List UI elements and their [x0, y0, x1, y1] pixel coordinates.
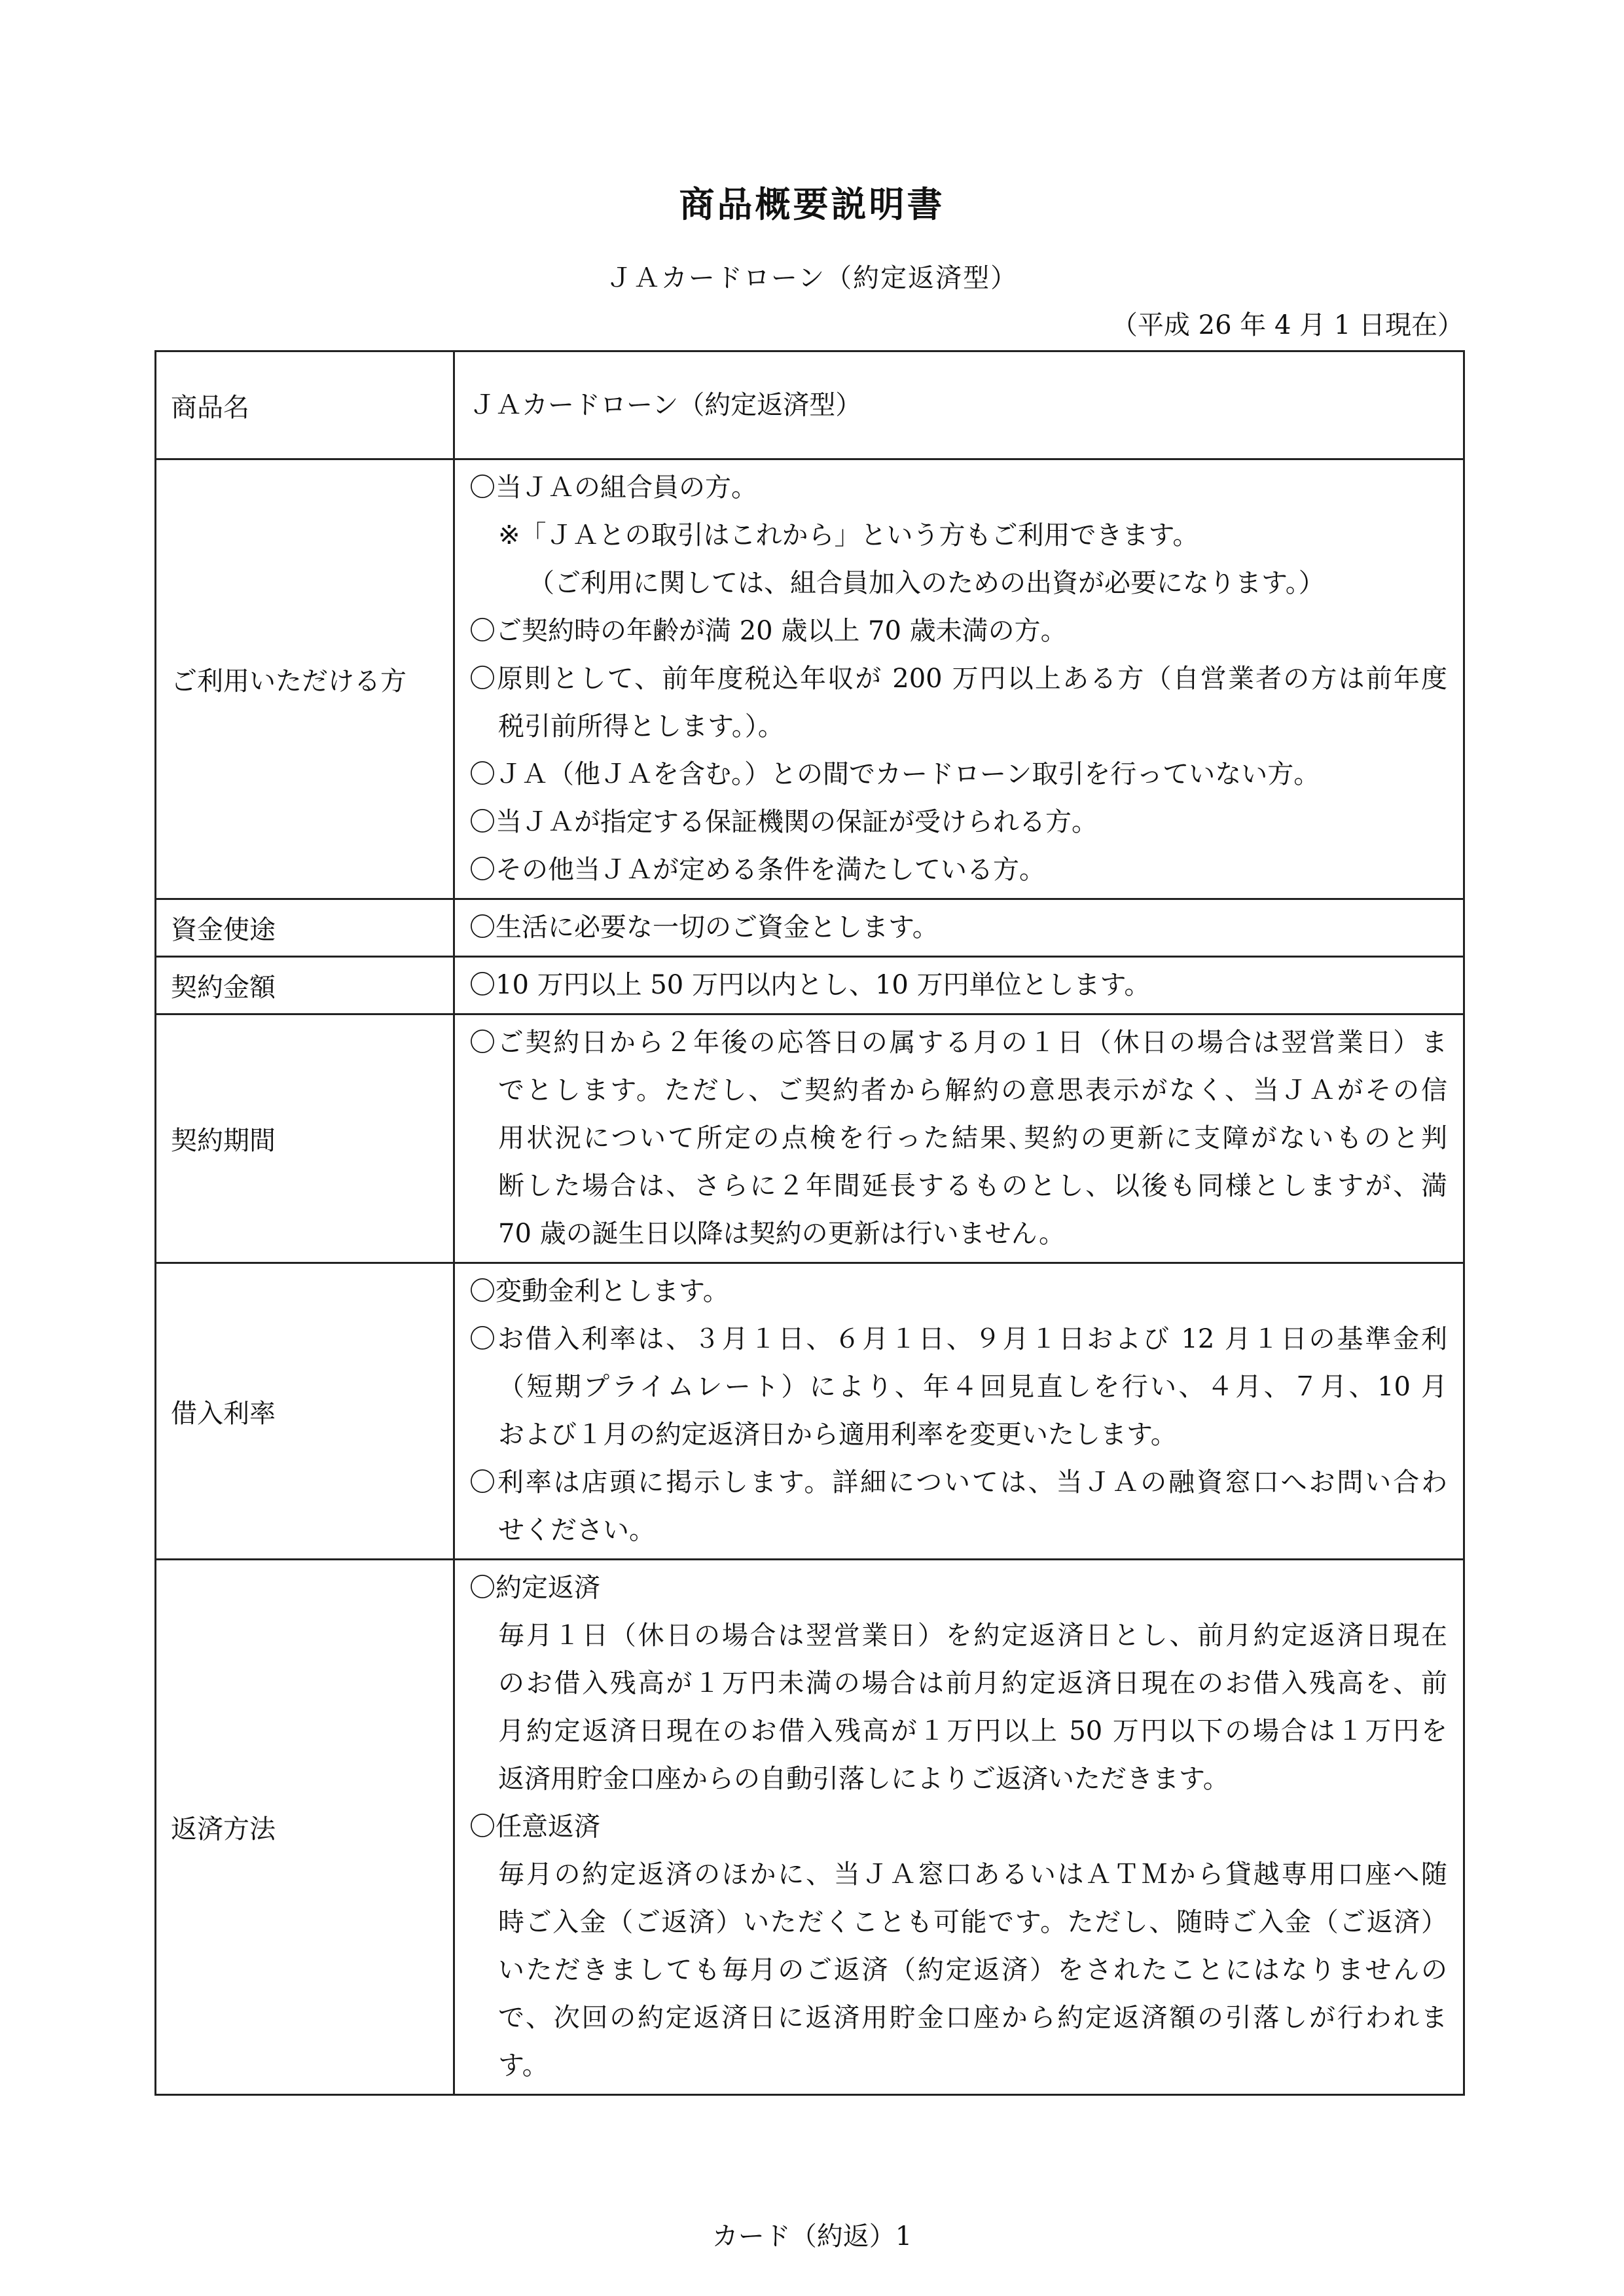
label-use-of-funds: 資金使途	[156, 899, 454, 957]
value-use-of-funds	[454, 899, 1464, 957]
document-subtitle: ＪＡカードローン（約定返済型）	[605, 263, 1019, 293]
eligibility-line: 税引前所得とします。）。	[498, 711, 784, 742]
label-contract-period: 契約期間	[156, 1014, 454, 1263]
row-contract-amount	[156, 957, 1464, 1014]
repayment-line: で、次回の約定返済日に返済用貯金口座から約定返済額の引落しが行われま	[498, 2003, 1447, 2033]
label-interest-rate: 借入利率	[156, 1263, 454, 1560]
value-contract-amount	[454, 957, 1464, 1014]
repayment-line: のお借入残高が１万円未満の場合は前月約定返済日現在のお借入残高を、前	[498, 1668, 1447, 1698]
use-of-funds-text: 〇生活に必要な一切のご資金とします。	[469, 912, 939, 942]
row-contract-period	[156, 1014, 1464, 1263]
interest-rate-line: 〇利率は店頭に掲示します。詳細については、当ＪＡの融資窓口へお問い合わ	[469, 1467, 1447, 1498]
eligibility-line: 〇原則として、前年度税込年収が 200 万円以上ある方（自営業者の方は前年度	[469, 664, 1447, 694]
product-name-text: ＪＡカードローン（約定返済型）	[469, 389, 862, 420]
value-repayment	[454, 1560, 1464, 2095]
contract-period-line: 断した場合は、さらに２年間延長するものとし、以後も同様としますが、満	[498, 1171, 1447, 1201]
contract-amount-text: 〇10 万円以上 50 万円以内とし、10 万円単位とします。	[469, 970, 1151, 1000]
repayment-line: 〇任意返済	[469, 1812, 600, 1842]
repayment-line: いただきましても毎月のご返済（約定返済）をされたことにはなりませんの	[498, 1955, 1447, 1985]
label-contract-amount: 契約金額	[156, 957, 454, 1014]
repayment-line: す。	[498, 2051, 549, 2081]
contract-period-line: 70 歳の誕生日以降は契約の更新は行いません。	[498, 1219, 1066, 1249]
row-eligibility	[156, 459, 1464, 899]
row-product-name	[156, 351, 1464, 459]
product-summary-table	[154, 350, 1465, 2096]
label-product-name: 商品名	[156, 351, 454, 459]
repayment-line: 月約定返済日現在のお借入残高が１万円以上 50 万円以下の場合は１万円を	[498, 1716, 1447, 1746]
contract-period-line: 用状況について所定の点検を行った結果､契約の更新に支障がないものと判	[498, 1123, 1447, 1153]
eligibility-line: （ご利用に関しては、組合員加入のための出資が必要になります。）	[528, 568, 1325, 598]
row-repayment	[156, 1560, 1464, 2095]
value-eligibility	[454, 459, 1464, 899]
repayment-line: 返済用貯金口座からの自動引落しによりご返済いただきます。	[498, 1764, 1229, 1794]
eligibility-line: 〇当ＪＡの組合員の方。	[469, 473, 757, 503]
repayment-line: 毎月１日（休日の場合は翌営業日）を約定返済日とし、前月約定返済日現在	[498, 1621, 1447, 1651]
as-of-date: （平成 26 年 4 月 1 日現在）	[1111, 310, 1464, 340]
eligibility-line: 〇ＪＡ（他ＪＡを含む。）との間でカードローン取引を行っていない方。	[469, 759, 1320, 789]
page-footer: カード（約返）1	[712, 2221, 912, 2251]
interest-rate-line: 〇変動金利とします。	[469, 1276, 729, 1306]
interest-rate-line: せください。	[498, 1515, 655, 1545]
contract-period-line: でとします。ただし、ご契約者から解約の意思表示がなく、当ＪＡがその信	[498, 1075, 1447, 1105]
value-product-name	[454, 351, 1464, 459]
contract-period-line: 〇ご契約日から２年後の応答日の属する月の１日（休日の場合は翌営業日）ま	[469, 1028, 1447, 1058]
interest-rate-line: 〇お借入利率は、３月１日、６月１日、９月１日および 12 月１日の基準金利	[469, 1324, 1447, 1354]
interest-rate-line: および１月の約定返済日から適用利率を変更いたします。	[498, 1420, 1177, 1450]
eligibility-line: ※「ＪＡとの取引はこれから」という方もご利用できます。	[498, 520, 1199, 550]
document-title: 商品概要説明書	[679, 184, 945, 225]
row-interest-rate	[156, 1263, 1464, 1560]
label-repayment: 返済方法	[156, 1560, 454, 2095]
row-use-of-funds	[156, 899, 1464, 957]
eligibility-line: 〇その他当ＪＡが定める条件を満たしている方。	[469, 855, 1045, 885]
eligibility-line: 〇ご契約時の年齢が満 20 歳以上 70 歳未満の方。	[469, 616, 1067, 646]
value-contract-period	[454, 1014, 1464, 1263]
repayment-line: 時ご入金（ご返済）いただくことも可能です。ただし、随時ご入金（ご返済）	[498, 1907, 1447, 1937]
eligibility-line: 〇当ＪＡが指定する保証機関の保証が受けられる方。	[469, 807, 1098, 837]
repayment-line: 〇約定返済	[469, 1573, 600, 1603]
interest-rate-line: （短期プライムレート）により、年４回見直しを行い、４月、７月、10 月	[498, 1372, 1447, 1402]
label-eligibility: ご利用いただける方	[156, 459, 454, 899]
value-interest-rate	[454, 1263, 1464, 1560]
repayment-line: 毎月の約定返済のほかに、当ＪＡ窓口あるいはＡＴＭから貸越専用口座へ随	[498, 1859, 1447, 1890]
